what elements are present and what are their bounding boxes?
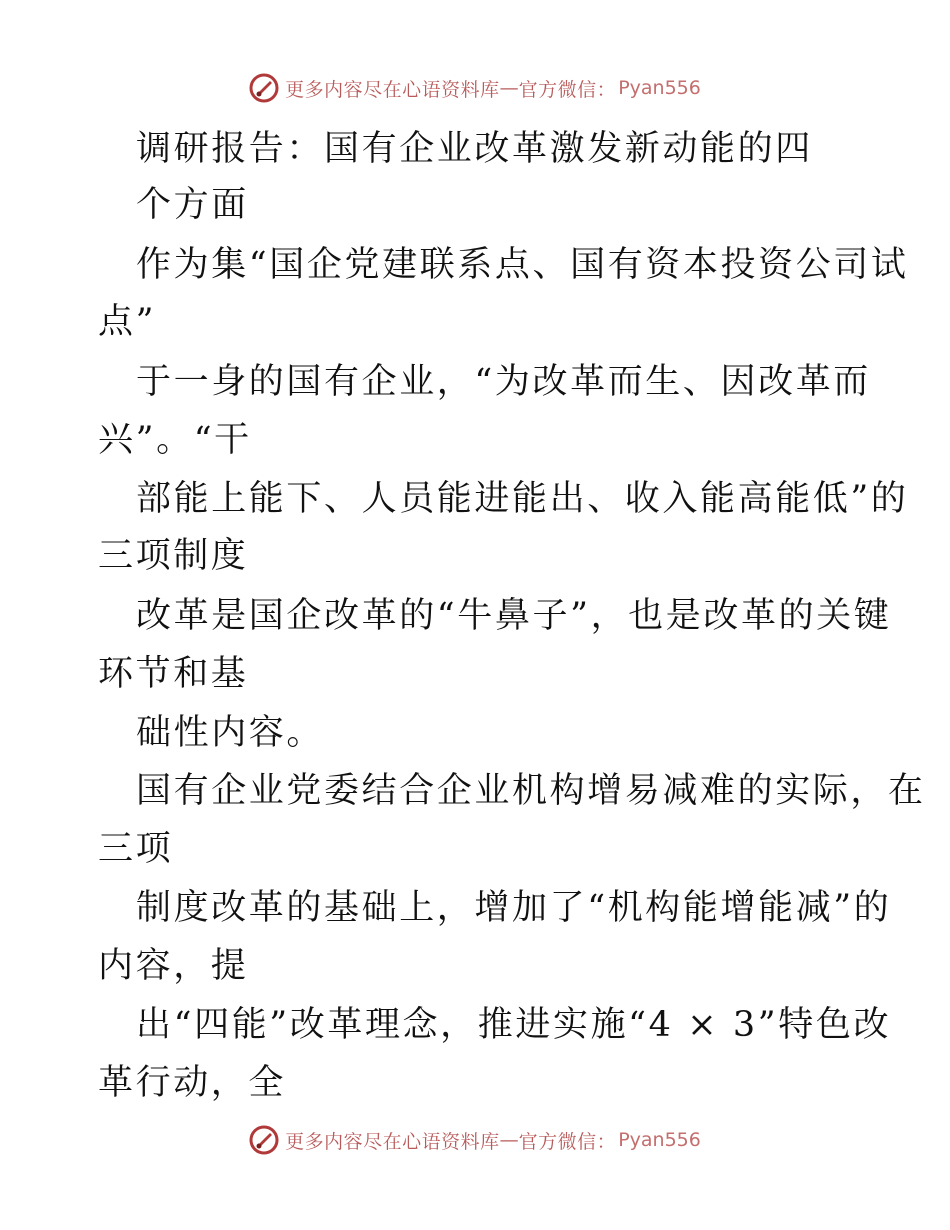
- text-line: 制度改革的基础上，增加了“机构能增能减”的: [136, 888, 892, 928]
- text-line: 点”: [98, 302, 157, 342]
- text-line: 于一身的国有企业，“为改革而生、因改革而: [136, 362, 871, 402]
- text-line: 础性内容。: [136, 713, 325, 753]
- text-line: 调研报告：国有企业改革激发新动能的四: [136, 129, 813, 169]
- text-line: 三项: [98, 829, 174, 869]
- text-line: 出“四能”改革理念，推进实施“4 × 3”特色改: [136, 1005, 892, 1045]
- banner-dash: —: [499, 77, 519, 99]
- banner-site-name: 更多内容尽在心语资料库: [285, 1130, 500, 1153]
- text-line: 改革是国企改革的“牛鼻子”，也是改革的关键: [136, 596, 892, 636]
- text-line: 国有企业党委结合企业机构增易减难的实际，在: [136, 771, 926, 811]
- text-line: 内容，提: [98, 946, 249, 986]
- text-line: 部能上能下、人员能进能出、收入能高能低”的: [136, 479, 909, 519]
- header-watermark-banner: [0, 68, 950, 108]
- text-line: 革行动，全: [98, 1063, 287, 1103]
- text-line: 环节和基: [98, 654, 249, 694]
- banner-dash: —: [499, 1129, 519, 1151]
- text-line: 三项制度: [98, 536, 249, 576]
- text-line: 兴”。“干: [98, 420, 252, 460]
- banner-site-name: 更多内容尽在心语资料库: [285, 78, 500, 101]
- banner-official-label: 官方微信：: [518, 1130, 617, 1153]
- brand-logo-icon: [249, 73, 279, 103]
- text-line: 作为集“国企党建联系点、国有资本投资公司试: [136, 245, 909, 285]
- brand-logo-icon: [249, 1125, 279, 1155]
- banner-wechat-id: Pyan556: [618, 1129, 701, 1151]
- footer-watermark-banner: [0, 1120, 950, 1160]
- banner-wechat-id: Pyan556: [618, 77, 701, 99]
- banner-official-label: 官方微信：: [518, 78, 617, 101]
- text-line: 个方面: [136, 185, 249, 225]
